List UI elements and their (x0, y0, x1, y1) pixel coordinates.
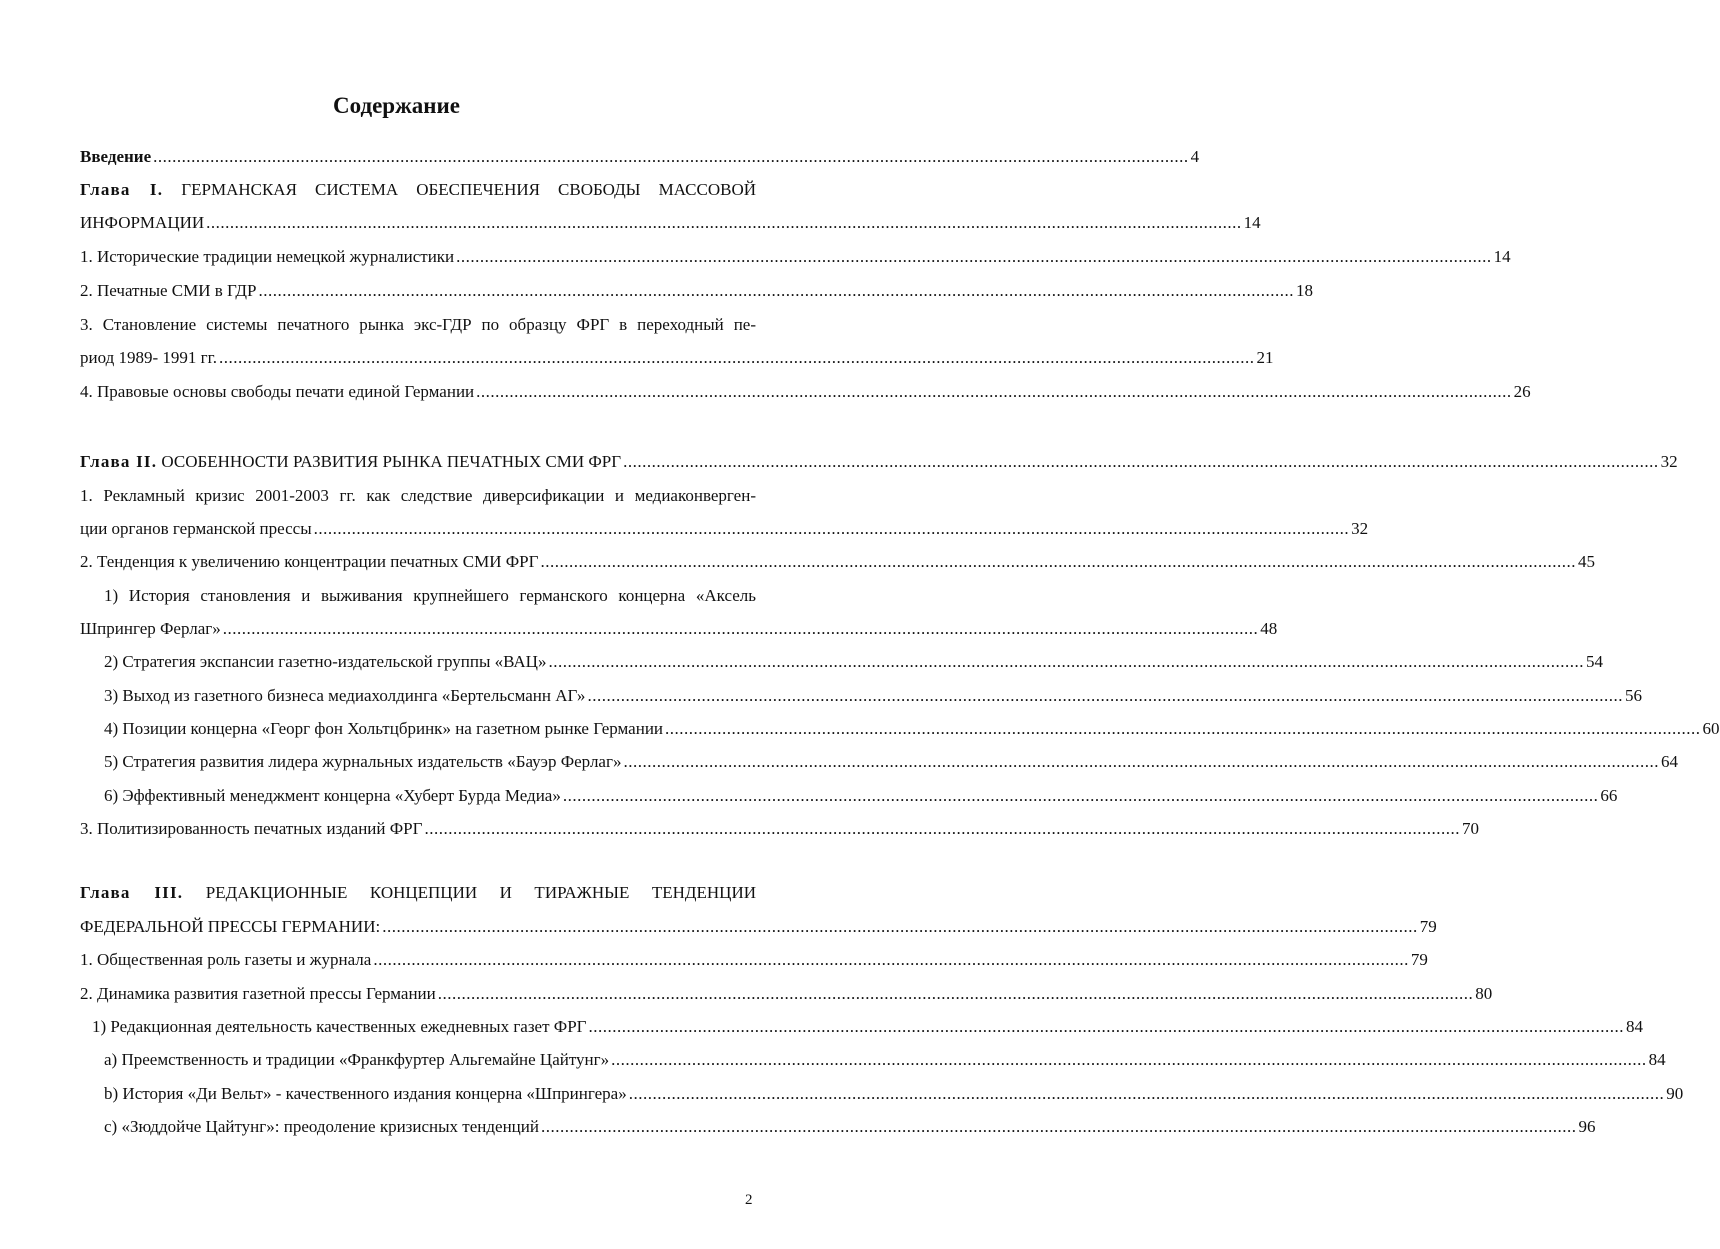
toc-entry[interactable] (80, 514, 1369, 544)
leader-dots (539, 1112, 1579, 1142)
toc-entry[interactable] (80, 242, 1511, 272)
toc-page-number: 70 (1461, 819, 1479, 838)
page-number: 2 (745, 1192, 753, 1208)
toc-entry[interactable] (104, 747, 1678, 777)
toc-page-number: 4 (1190, 147, 1200, 166)
toc-entry-label: Введение (80, 147, 152, 166)
toc-page-number: 84 (1648, 1050, 1666, 1069)
toc-entry-intro[interactable] (80, 142, 1200, 172)
chapter-prefix: Глава III. (80, 883, 184, 902)
toc-page-number: 14 (1243, 213, 1261, 232)
toc-entry[interactable] (80, 343, 1274, 373)
toc-entry[interactable] (104, 1045, 1666, 1075)
toc-page-number: 84 (1626, 1017, 1643, 1036)
toc-entry[interactable] (104, 1112, 1596, 1142)
toc-chapter1-heading[interactable] (80, 175, 756, 205)
chapter-prefix: Глава I. (80, 180, 164, 199)
leader-dots (312, 514, 1352, 544)
toc-entry-label: 5) Стратегия развития лидера журнальных издательств «Бауэр Ферлаг» (104, 752, 622, 771)
toc-chapter2-heading[interactable] (80, 447, 1678, 477)
toc-entry-label: c) «Зюддойче Цайтунг»: преодоление кризисных тенденций (104, 1117, 539, 1136)
toc-page-number: 64 (1660, 752, 1678, 771)
toc-entry-label: 3) Выход из газетного бизнеса медиахолдинга «Бертельсманн АГ» (104, 686, 586, 705)
leader-dots (474, 377, 1514, 407)
toc-page-number: 79 (1410, 950, 1428, 969)
toc-page-number: 32 (1351, 519, 1369, 538)
toc-page-number: 45 (1577, 552, 1595, 571)
toc-page-number: 48 (1260, 619, 1278, 638)
leader-dots (371, 945, 1411, 975)
leader-dots (621, 747, 1661, 777)
toc-entry-line1[interactable] (80, 481, 756, 511)
toc-page-number: 14 (1493, 247, 1511, 266)
toc-page-number: 66 (1600, 786, 1618, 805)
toc-page-number: 56 (1624, 686, 1642, 705)
toc-page-number: 90 (1666, 1084, 1684, 1103)
page-title: Содержание (333, 93, 460, 118)
toc-page-number: 60 (1702, 719, 1720, 738)
leader-dots (256, 276, 1296, 306)
toc-entry[interactable] (104, 781, 1618, 811)
leader-dots (204, 208, 1244, 238)
toc-page-number: 21 (1256, 348, 1274, 367)
toc-entry-label: ции органов германской прессы (80, 519, 312, 538)
chapter-title-line1: РЕДАКЦИОННЫЕ КОНЦЕПЦИИ И ТИРАЖНЫЕ ТЕНДЕНЦИИ (205, 883, 757, 902)
leader-dots (380, 912, 1420, 942)
toc-entry-label: 4) Позиции концерна «Георг фон Хольтцбринк» на газетном рынке Германии (104, 719, 664, 738)
toc-entry-label: 4. Правовые основы свободы печати единой Германии (80, 382, 475, 401)
toc-entry-label: 2) Стратегия экспансии газетно-издательской группы «ВАЦ» (104, 652, 547, 671)
leader-dots (609, 1045, 1649, 1075)
toc-page-number: 96 (1578, 1117, 1596, 1136)
toc-page-number: 32 (1660, 452, 1678, 471)
chapter-title: ОСОБЕННОСТИ РАЗВИТИЯ РЫНКА ПЕЧАТНЫХ СМИ ФРГ (161, 452, 622, 471)
toc-entry-line1[interactable] (104, 581, 756, 611)
toc-entry-label: 1. Общественная роль газеты и журнала (80, 950, 372, 969)
toc-entry-label: b) История «Ди Вельт» - качественного издания концерна «Шпрингера» (104, 1084, 627, 1103)
toc-entry-label: a) Преемственность и традиции «Франкфуртер Альгемайне Цайтунг» (104, 1050, 610, 1069)
leader-dots (454, 242, 1494, 272)
toc-entry[interactable] (80, 276, 1313, 306)
toc-entry[interactable] (80, 377, 1531, 407)
leader-dots (621, 447, 1661, 477)
chapter-title-line2: ИНФОРМАЦИИ (80, 213, 205, 232)
toc-entry-label: 3. Становление системы печатного рынка экс-ГДР по образцу ФРГ в переходный пе- (80, 315, 756, 334)
toc-entry[interactable] (80, 614, 1278, 644)
toc-entry-label: 2. Тенденция к увеличению концентрации печатных СМИ ФРГ (80, 552, 539, 571)
toc-entry[interactable] (104, 681, 1642, 711)
leader-dots (151, 142, 1191, 172)
leader-dots (217, 343, 1257, 373)
toc-entry[interactable] (80, 979, 1493, 1009)
toc-chapter3-heading[interactable] (80, 878, 756, 908)
leader-dots (587, 1012, 1627, 1042)
leader-dots (585, 681, 1625, 711)
toc-entry-label: 2. Печатные СМИ в ГДР (80, 281, 257, 300)
toc-entry[interactable] (80, 945, 1428, 975)
toc-entry-label: Шпрингер Ферлаг» (80, 619, 221, 638)
toc-page-number: 26 (1513, 382, 1531, 401)
toc-entry-label: 1. Рекламный кризис 2001-2003 гг. как следствие диверсификации и медиаконверген- (80, 486, 756, 505)
leader-dots (627, 1079, 1667, 1109)
toc-entry-line1[interactable] (80, 310, 756, 340)
toc-page-number: 80 (1475, 984, 1493, 1003)
chapter-title-line2: ФЕДЕРАЛЬНОЙ ПРЕССЫ ГЕРМАНИИ: (80, 917, 381, 936)
leader-dots (422, 814, 1462, 844)
leader-dots (546, 647, 1586, 677)
toc-entry[interactable] (104, 1079, 1684, 1109)
toc-chapter1-heading-cont[interactable] (80, 208, 1261, 238)
toc-entry[interactable] (80, 547, 1595, 577)
leader-dots (538, 547, 1578, 577)
leader-dots (221, 614, 1261, 644)
toc-entry-label: риод 1989- 1991 гг. (80, 348, 217, 367)
toc-entry[interactable] (80, 814, 1479, 844)
toc-entry-label: 3. Политизированность печатных изданий ФРГ (80, 819, 423, 838)
toc-entry-label: 6) Эффективный менеджмент концерна «Хуберт Бурда Медиа» (104, 786, 561, 805)
toc-chapter3-heading-cont[interactable] (80, 912, 1437, 942)
chapter-title-line1: ГЕРМАНСКАЯ СИСТЕМА ОБЕСПЕЧЕНИЯ СВОБОДЫ МАССОВОЙ (181, 180, 756, 199)
toc-page-number: 54 (1585, 652, 1603, 671)
toc-page-number: 18 (1295, 281, 1313, 300)
leader-dots (561, 781, 1601, 811)
chapter-prefix: Глава II. (80, 452, 158, 471)
toc-page-number: 79 (1419, 917, 1437, 936)
leader-dots (663, 714, 1703, 744)
toc-entry-label: 2. Динамика развития газетной прессы Германии (80, 984, 436, 1003)
toc-entry-label: 1) История становления и выживания крупнейшего германского концерна «Аксель (104, 586, 756, 605)
toc-entry[interactable] (104, 647, 1603, 677)
toc-entry[interactable] (104, 714, 1720, 744)
toc-entry-label: 1. Исторические традиции немецкой журналистики (80, 247, 455, 266)
toc-entry-label: 1) Редакционная деятельность качественных ежедневных газет ФРГ (92, 1017, 587, 1036)
toc-entry[interactable] (92, 1012, 1643, 1042)
leader-dots (436, 979, 1476, 1009)
